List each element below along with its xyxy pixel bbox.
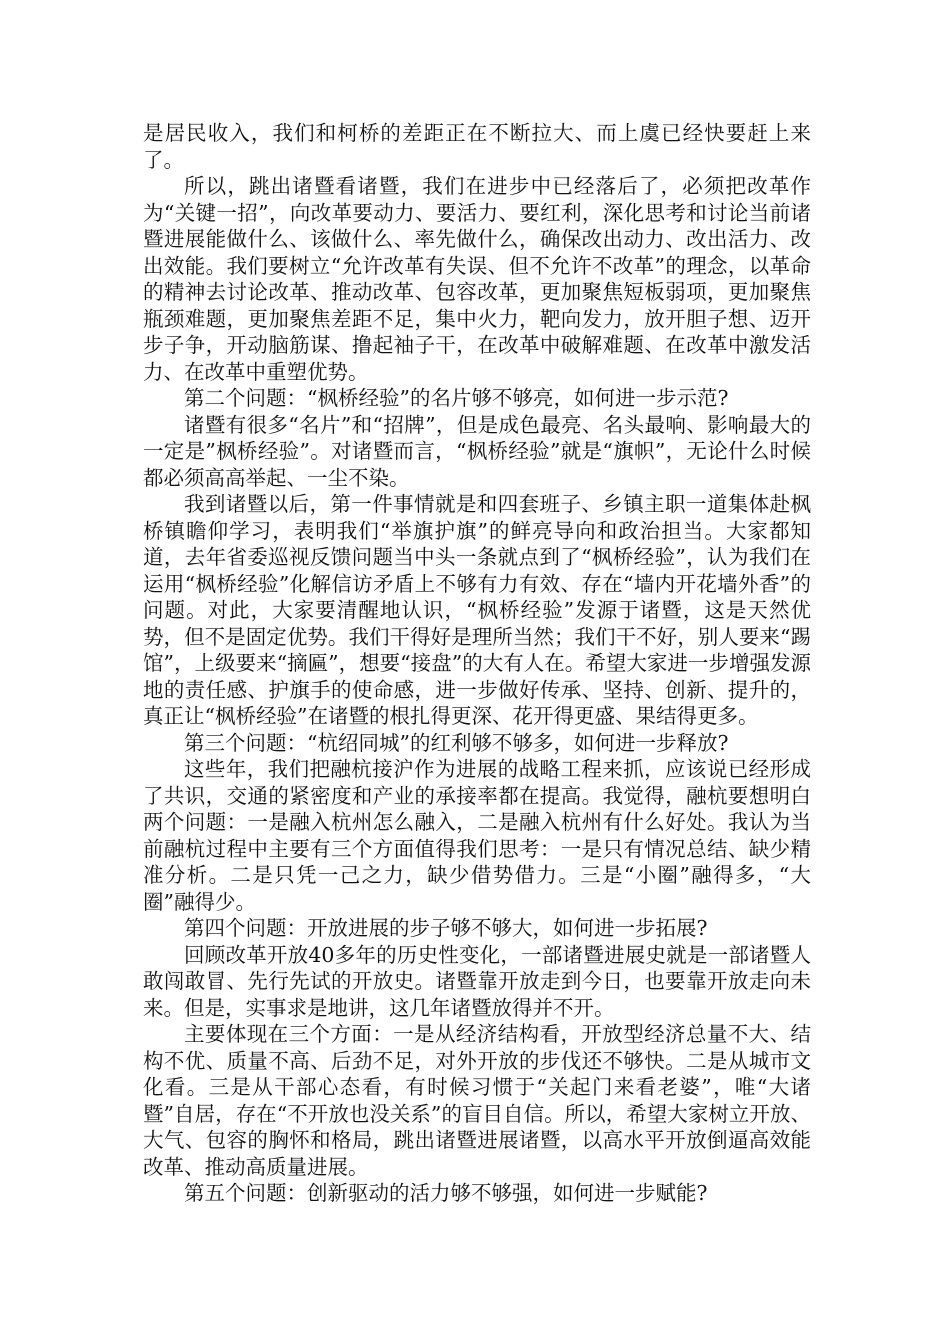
document-body — [143, 120, 811, 1207]
paragraph-income-gap: 是居民收入，我们和柯桥的差距正在不断拉大、而上虞已经快要赶上来了。 — [143, 121, 811, 172]
paragraph-fengqiao-card: 诸暨有很多“名片”和“招牌”，但是成色最亮、名头最响、影响最大的一定是”枫桥经验”。对诸暨而言，“枫桥经验”就是“旗帜”，无论什么时候都必须高高举起、一尘不染。 — [143, 412, 811, 490]
heading-question-two: 第二个问题：“枫桥经验”的名片够不够亮，如何进一步示范? — [184, 386, 729, 410]
paragraph-hangzhou-integration: 这些年，我们把融杭接沪作为进展的战略工程来抓，应该说已经形成了共识，交通的紧密度和产业的承接率都在提高。我觉得，融杭要想明白两个问题：一是融入杭州怎么融入，二是融入杭州有什么好处。我认为当前融杭过程中主要有三个方面值得我们思考：一是只有情况总结、缺少精准分析。二是只凭一己之力，缺少借势借力。三是“小圈”融得多，“大圈”融得少。 — [143, 757, 811, 914]
paragraph-fengqiao-study: 我到诸暨以后，第一件事情就是和四套班子、乡镇主职一道集体赴枫桥镇瞻仰学习，表明我们“举旗护旗”的鲜亮导向和政治担当。大家都知道，去年省委巡视反馈问题当中头一条就点到了“枫桥经验”，认为我们在运用“枫桥经验”化解信访矛盾上不够有力有效、存在“墙内开花墙外香”的问题。对此，大家要清醒地认识，“枫桥经验”发源于诸暨，这是天然优势，但不是固定优势。我们干得好是理所当然；我们干不好，别人要来“踢馆”，上级要来“摘匾”，想要“接盘”的大有人在。希望大家进一步增强发源地的责任感、护旗手的使命感，进一步做好传承、坚持、创新、提升的，真正让“枫桥经验”在诸暨的根扎得更深、花开得更盛、果结得更多。 — [143, 492, 811, 728]
paragraph-opening-aspects: 主要体现在三个方面：一是从经济结构看，开放型经济总量不大、结构不优、质量不高、后劲不足，对外开放的步伐还不够快。二是从城市文化看。三是从干部心态看，有时候习惯于“关起门来看老婆”，唯“大诸暨”自居，存在“不开放也没关系”的盲目自信。所以，希望大家树立开放、大气、包容的胸怀和格局，跳出诸暨进展诸暨，以高水平开放倒逼高效能改革、推动高质量进展。 — [143, 1022, 811, 1179]
heading-question-three: 第三个问题：“杭绍同城”的红利够不够多，如何进一步释放? — [184, 730, 729, 755]
paragraph-reform: 所以，跳出诸暨看诸暨，我们在进步中已经落后了，必须把改革作为“关键一招”，向改革要动力、要活力、要红利，深化思考和讨论当前诸暨进展能做什么、该做什么、率先做什么，确保改出动力、改出活力、改出效能。我们要树立“允许改革有失误、但不允许不改革”的理念，以革命的精神去讨论改革、推动改革、包容改革，更加聚焦短板弱项，更加聚焦瓶颈难题，更加聚焦差距不足，集中火力，靶向发力，放开胆子想、迈开步子争，开动脑筋谋、撸起袖子干，在改革中破解难题、在改革中激发活力、在改革中重塑优势。 — [143, 174, 811, 384]
heading-question-five: 第五个问题：创新驱动的活力够不够强，如何进一步赋能? — [184, 1181, 708, 1205]
paragraph-opening-history: 回顾改革开放40多年的历史性变化，一部诸暨进展史就是一部诸暨人敢闯敢冒、先行先试的开放史。诸暨靠开放走到今日，也要靠开放走向未来。但是，实事求是地讲，这几年诸暨放得并不开。 — [143, 942, 811, 1020]
heading-question-four: 第四个问题：开放进展的步子够不够大，如何进一步拓展? — [184, 916, 708, 940]
